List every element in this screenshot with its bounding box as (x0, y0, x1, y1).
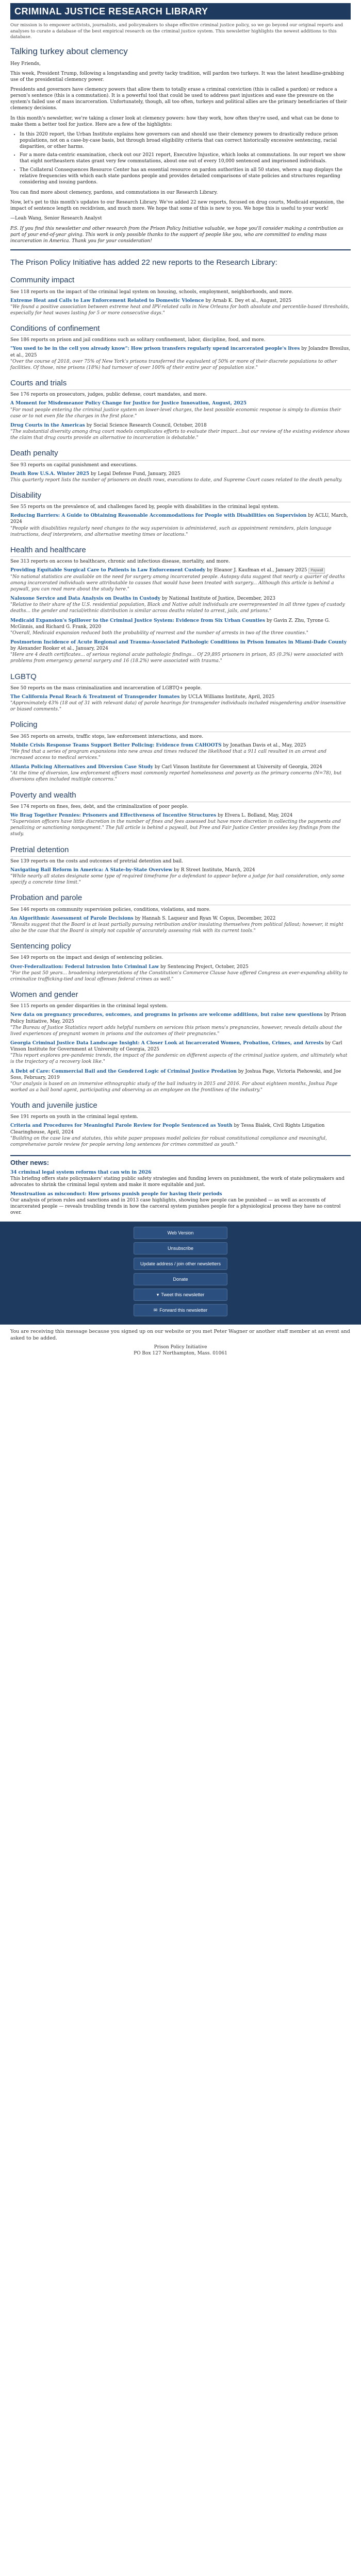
tweet-button[interactable] (134, 1289, 227, 1301)
report-item (10, 764, 351, 783)
report-excerpt: "Overall, Medicaid expansion reduced both the probability of rearrest and the number of arrests in two of the three counties." (10, 630, 308, 636)
postscript: P.S. If you find this newsletter and other research from the Prison Policy Initiative valuable, we hope you'll consider making a contribution as part of your end-of-year giving. This work is only possible thanks to the support of people like you, who are committed to ending mass incarceration in America. Thank you for your consideration! (10, 226, 343, 244)
report-source: by Joshua Page, Victoria Piehowski, and Joe Soss, February, 2019 (10, 1069, 341, 1080)
category-section (10, 990, 351, 1093)
report-item (10, 812, 351, 838)
report-title-link[interactable]: New data on pregnancy procedures, outcomes, and programs in prisons are welcome additions, but raise new questions (10, 1012, 323, 1018)
report-item (10, 742, 351, 761)
report-title-link[interactable]: Georgia Criminal Justice Data Landscape Insight: A Closer Look at Incarcerated Women, Probation, Crimes, and Arrests (10, 1040, 324, 1046)
other-news-item (10, 1170, 351, 1188)
report-title-link[interactable]: Extreme Heat and Calls to Law Enforcement Related to Domestic Violence (10, 298, 204, 303)
other-news-desc: This briefing offers state policymakers' stating public safety strategies and funding levers on punishment, the work of state policymakers and advocates to shrink the criminal legal system and make it more equitable and just. (10, 1176, 344, 1188)
report-title-link[interactable]: Mobile Crisis Response Teams Support Better Policing: Evidence from CAHOOTS (10, 742, 222, 748)
category-section (10, 545, 351, 665)
report-title-link[interactable]: Providing Equitable Surgical Care to Patients in Law Enforcement Custody (10, 568, 206, 573)
category-title: Poverty and wealth (10, 790, 351, 802)
report-title-link[interactable]: An Algorithmic Assessment of Parole Decisions (10, 916, 134, 921)
report-title-link[interactable]: Over-Federalization: Federal Intrusion Into Criminal Law (10, 964, 159, 970)
category-description: See 149 reports on the impact and design of sentencing policies. (10, 955, 163, 961)
report-title-link[interactable]: Death Row U.S.A. Winter 2025 (10, 471, 89, 477)
report-item (10, 639, 351, 665)
category-description: See 115 reports on gender disparities in the criminal legal system. (10, 1004, 168, 1009)
report-title-link[interactable]: Medicaid Expansion's Spillover to the Criminal Justice System: Evidence from Six Urban Counties (10, 618, 265, 623)
category-section (10, 941, 351, 982)
report-excerpt: "For most people entering the criminal justice system on lower-level charges, the best possible economic response is simply to dismiss their case or to not even file the charges in the first place." (10, 407, 341, 419)
category-section (10, 490, 351, 538)
report-source: by Legal Defense Fund, January, 2025 (90, 471, 180, 477)
report-title-link[interactable]: Drug Courts in the Americas (10, 422, 85, 428)
report-item (10, 471, 351, 483)
report-excerpt: "Relative to their share of the U.S. residential population, Black and Native adult individuals are overrepresented in all three types of custody deaths... the gender and racial/ethnic distribution is similar across deaths related to arrest, jails, and prisons." (10, 602, 345, 614)
divider (10, 249, 351, 250)
category-section (10, 845, 351, 886)
web-version-label: Web Version (167, 1230, 194, 1235)
report-excerpt: "Results suggest that the Board is at least partially pursuing retribution and/or insulating themselves from political fallout; however, it might also be the case that the Board is simply not capable of accurately assessing risk with its current tools." (10, 922, 343, 934)
category-title: Death penalty (10, 448, 351, 460)
closing-paragraph: You can find more about clemency, pardons, and commutations in our Research Library. (10, 190, 218, 196)
donate-label: Donate (173, 1276, 188, 1282)
envelope-icon: ✉ (153, 1308, 158, 1313)
highlight-item: • In this 2020 report, the Urban Institute explains how governors can and should use their clemency powers to drastically reduce prison populations, not on a case-by-case basis, but through broad eligibility criteria that can correct historically excessive sentencing, racial disparities, or other harms. (20, 131, 351, 150)
report-excerpt: "Over the course of 2018, over 75% of New York's prisons transferred the equivalent of 50% or more of their discrete populations to other facilities. Of those, nine prisons (18%) had turnover of over 100% of their entire year of population size." (10, 359, 337, 370)
category-section (10, 672, 351, 713)
report-source: by Arnab K. Dey et al., August, 2025 (205, 298, 292, 303)
closing-paragraphs (10, 190, 351, 212)
report-item (10, 1123, 351, 1148)
masthead: CRIMINAL JUSTICE RESEARCH LIBRARY (10, 3, 351, 20)
report-source: by Social Science Research Council, October, 2018 (86, 422, 207, 428)
web-version-button[interactable] (134, 1227, 227, 1239)
category-description: See 186 reports on prison and jail conditions such as solitary confinement, labor, discipline, food, and more. (10, 337, 266, 343)
report-title-link[interactable]: "You used to be in the cell you already know": How prison transfers regularly upend incarcerated people's lives (10, 346, 300, 352)
report-item (10, 567, 351, 592)
other-news-link[interactable]: Menstruation as misconduct: How prisons punish people for having their periods (10, 1191, 222, 1197)
report-source: by Elvera L. Bolland, May, 2024 (218, 812, 293, 818)
category-title: Probation and parole (10, 893, 351, 905)
report-source: by Jolandre Bresilus, et al., 2025 (10, 346, 351, 358)
category-description: See 176 reports on prosecutors, judges, public defense, court mandates, and more. (10, 392, 207, 398)
report-source: by Prison Policy Initiative, May, 2025 (10, 1012, 347, 1024)
report-source: by Gavin Z. Zhu, Tyrone G. McGinnis, and Richard G. Frank, 2020 (10, 618, 330, 630)
report-excerpt: "The substantial diversity among drug court models complicates efforts to evaluate their impact...but our review of the existing evidence shows the claim that drug courts provide an alternative to incarceration is debatable." (10, 429, 350, 441)
report-excerpt: "Supervision officers have little discretion in the number of fines and fees assessed but have more discretion in collecting the payments and penalizing or sanctioning nonpayment." The full article is behind a paywall, but Free and Fair Justice Center provides key findings from the study. (10, 819, 341, 837)
report-excerpt: "While nearly all states designate some type of required timeframe for a defendant to appear before a judge for bail consideration, only some specify a concrete time limit." (10, 874, 344, 886)
intro-paragraphs (10, 71, 351, 128)
report-title-link[interactable]: Postmortem Incidence of Acute Regional and Trauma-Associated Pathologic Conditions in Prison Inmates in Miami-Dade County (10, 639, 347, 645)
report-excerpt: "People with disabilities regularly need changes to the way supervision is administered, such as appointment reminders, plain language instructions, deaf interpreters, and alternative meeting times or locations." (10, 526, 332, 537)
report-source: by Sentencing Project, October, 2025 (160, 964, 249, 970)
report-item (10, 422, 351, 441)
paragraph: This week, President Trump, following a longstanding and pretty tacky tradition, will pardon two turkeys. It was the latest headline-grabbing use of the presidential clemency power. (10, 71, 344, 82)
report-categories (10, 275, 351, 1148)
footer (10, 1329, 351, 1357)
report-item (10, 1040, 351, 1065)
category-title: Policing (10, 720, 351, 732)
report-excerpt: "Building on the case law and statutes, this white paper proposes model policies for robust constitutional compliance and meaningful, comprehensive parole review for people serving long sentences for crimes committed as youth." (10, 1136, 327, 1147)
report-excerpt: "We found a positive association between extreme heat and IPV-related calls in New Orleans for both absolute and percentile-based thresholds, especially for heat waves lasting for 5 or more consecutive days." (10, 304, 350, 316)
category-title: Disability (10, 490, 351, 502)
paywall-badge: Paywall (308, 568, 325, 573)
report-title-link[interactable]: A Debt of Care: Commercial Bail and the Gendered Logic of Criminal Justice Predation (10, 1069, 237, 1074)
category-title: Pretrial detention (10, 845, 351, 857)
report-excerpt: This quarterly report lists the number of prisoners on death rows, executions to date, and Supreme Court cases related to the death penalty. (10, 477, 342, 483)
report-title-link[interactable]: A Moment for Misdemeanor Policy Change for Justice for Justice Innovation, August, 2025 (10, 401, 247, 406)
report-title-link[interactable]: Naloxone Service and Data Analysis on Deaths in Custody (10, 596, 160, 602)
report-title-link[interactable]: We Brag Together Pennies: Prisoners and Effectiveness of Incentive Structures (10, 812, 217, 818)
category-description: See 118 reports on the impact of the criminal legal system on housing, schools, employment, neighborhoods, and more. (10, 289, 293, 295)
category-section (10, 1100, 351, 1148)
category-description: See 174 reports on fines, fees, debt, and the criminalization of poor people. (10, 804, 189, 809)
donate-button[interactable] (134, 1273, 227, 1285)
other-news-list (10, 1170, 351, 1216)
report-item (10, 298, 351, 316)
report-excerpt: "Our analysis is based on an immersive ethnographic study of the bail industry in 2015 and 2016. For about eighteen months, Joshua Page worked as a bail bond agent, participating and observing as an employee on the frontlines of the industry." (10, 1081, 338, 1093)
report-source: by Eleanor J. Kaufman et al., January 2025 (207, 568, 307, 573)
category-description: See 139 reports on the costs and outcomes of pretrial detention and bail. (10, 858, 184, 864)
other-news-title: Other news: (10, 1159, 50, 1167)
category-title: Sentencing policy (10, 941, 351, 953)
report-excerpt: "Here are 4 death certificates... of serious regional acute pathologic findings... Of 29,895 prisoners in prison, 85 (0.3%) were associated with problems from emergency general surgery and 16 (18.2%) were associated with trauma." (10, 652, 343, 664)
update-address-button[interactable] (134, 1258, 227, 1270)
category-section (10, 324, 351, 371)
report-item (10, 867, 351, 886)
forward-label: Forward this newsletter (159, 1308, 208, 1313)
report-source: by Tessa Bialek, Civil Rights Litigation Clearinghouse, April, 2024 (10, 1123, 325, 1135)
report-source: by ACLU, March, 2024 (10, 513, 348, 525)
other-news-item (10, 1191, 351, 1216)
footer-note: You are receiving this message because you signed up on our website or you met Peter Wagner or another staff member at an event and asked to be added. (10, 1329, 350, 1342)
category-title: Health and healthcare (10, 545, 351, 557)
report-title-link[interactable]: Reducing Barriers: A Guide to Obtaining Reasonable Accommodations for People with Disabilities on Supervision (10, 513, 307, 519)
other-news (10, 1155, 351, 1216)
report-excerpt: "We find that a series of program expansions into new areas and times reduced the likelihood that a 911 call resulted in an arrest and increased access to medical services." (10, 749, 327, 761)
other-news-link[interactable]: 34 criminal legal system reforms that can win in 2026 (10, 1170, 152, 1175)
report-source: by Jonathan Davis et al., May, 2025 (223, 742, 306, 748)
category-description: See 146 reports on community supervision policies, conditions, violations, and more. (10, 907, 211, 912)
other-news-desc: Our analysis of prison rules and sanctions and in 2013 case highlights, showing how people can be punished — as well as accounts of incarcerated people — reveals troubling trends in how the carceral system punishes people for a physiological process they have no control over. (10, 1198, 341, 1216)
report-title-link[interactable]: Atlanta Policing Alternatives and Diversion Case Study (10, 765, 153, 770)
unsubscribe-label: Unsubscribe (167, 1245, 194, 1251)
highlight-list (10, 131, 351, 185)
footer-postal: PO Box 127 Northampton, Mass. 01061 (134, 1351, 227, 1357)
report-item (10, 618, 351, 636)
category-title: Youth and juvenile justice (10, 1100, 351, 1112)
report-title-link[interactable]: Criteria and Procedures for Meaningful Parole Review for People Sentenced as Youth (10, 1123, 233, 1129)
paragraph: In this month's newsletter, we're taking a closer look at clemency powers: how they work, how often they're used, and what can be done to make them a better tool for justice. Here are a few of the highlights: (10, 115, 339, 127)
report-excerpt: "The Bureau of Justice Statistics report adds helpful numbers on services this prison menu's pregnancies, however, reveals details about the lived experiences of pregnant women in prisons and the outcomes of their pregnancies." (10, 1025, 342, 1037)
category-section (10, 378, 351, 441)
report-item (10, 513, 351, 538)
category-title: LGBTQ (10, 672, 351, 684)
category-section (10, 448, 351, 483)
footer-org: Prison Policy Initiative (154, 1345, 207, 1350)
category-section (10, 790, 351, 838)
category-description: See 365 reports on arrests, traffic stops, law enforcement interactions, and more. (10, 734, 204, 739)
reports-heading: The Prison Policy Initiative has added 22 new reports to the Research Library: (10, 258, 277, 267)
category-title: Conditions of confinement (10, 324, 351, 335)
report-source: by Carl Vinson Institute for Government at University of Georgia, 2025 (10, 1040, 342, 1053)
bird-icon: ▾ (156, 1292, 159, 1298)
report-title-link[interactable]: The California Penal Reach & Treatment of Transgender Inmates (10, 694, 180, 700)
newsletter (10, 3, 351, 1216)
report-source: by Alexander Rooker et al., January, 2024 (10, 646, 108, 652)
intro: Our mission is to empower activists, journalists, and policymakers to shape effective criminal justice policy, so we go beyond our original reports and analyses to curate a database of the best empirical research on the criminal justice system. This newsletter highlights the newest additions to this database. (10, 23, 343, 40)
category-description: See 55 reports on the prevalence of, and challenges faced by, people with disabilities in the criminal legal system. (10, 504, 280, 510)
category-title: Courts and trials (10, 378, 351, 390)
category-description: See 191 reports on youth in the criminal legal system. (10, 1114, 138, 1120)
report-item (10, 346, 351, 371)
highlight-item: • The Collateral Consequences Resource Center has an essential resource on pardon authorities in all 50 states, where a map displays the relative frequencies with which each state pardons people and provides detailed comparisons of state policies and structures regarding considering and issuing pardons. (20, 167, 351, 185)
report-excerpt: "No national statistics are available on the need for surgery among incarcerated people. Autopsy data suggest that nearly a quarter of deaths among incarcerated individuals were attributable to causes that would have been treated with surgery... Although this article is behind a paywall, you can read more about the study here." (10, 574, 345, 592)
report-source: by National Institute of Justice, December, 2023 (161, 596, 275, 602)
category-section (10, 893, 351, 934)
footer-actions (0, 1222, 361, 1325)
category-section (10, 720, 351, 783)
signature: —Leah Wang, Senior Research Analyst (10, 216, 102, 222)
category-description: See 50 reports on the mass criminalization and incarceration of LGBTQ+ people. (10, 685, 202, 691)
report-item (10, 1012, 351, 1037)
forward-button[interactable] (134, 1304, 227, 1316)
update-address-label: Update address / join other newsletters (140, 1261, 221, 1266)
report-source: by UCLA Williams Institute, April, 2025 (181, 694, 275, 700)
headline: Talking turkey about clemency (10, 46, 128, 56)
report-excerpt: "For the past 50 years... broadening interpretations of the Constitution's Commerce Clause have offered Congress an ever-expanding ability to criminalize trafficking-tied and local offenses federal crimes as well." (10, 970, 348, 982)
category-description: See 93 reports on capital punishment and executions. (10, 462, 138, 468)
paragraph: Presidents and governors have clemency powers that allow them to totally erase a criminal conviction (this is called a pardon) or reduce a person's sentence (this is a commutation). It is a powerful tool that could be used to address past injustices and ease the pressure on the system's failed use of mass incarceration. Unfortunately, though, all too often, turkeys and political allies are the primary beneficiaries of their clemency decisions. (10, 87, 347, 111)
report-source: by R Street Institute, March, 2024 (174, 867, 255, 873)
report-item (10, 1069, 351, 1094)
report-excerpt: "This report explores pre-pandemic trends, the impact of the pandemic on different aspects of the criminal justice system, and ultimately what is the trajectory of a recovery look like." (10, 1053, 348, 1065)
report-source: by Hannah S. Laqueur and Ryan W. Copus, December, 2022 (135, 916, 276, 921)
report-item (10, 596, 351, 614)
tweet-label: Tweet this newsletter (161, 1292, 205, 1298)
category-title: Community impact (10, 275, 351, 287)
highlight-item: • For a more data-centric examination, check out our 2021 report, Executive Injustice, which looks at commutations. In our report we show that eight northeastern states grant very few commutations, about one out of every 10,000 sentenced and imprisoned individuals. (20, 152, 351, 164)
greeting: Hey Friends, (10, 61, 41, 66)
report-excerpt: "At the time of diversion, law enforcement officers most commonly reported homelessness and poverty as the primary concerns (N=78), but diversions often included multiple concerns." (10, 771, 342, 783)
report-item (10, 916, 351, 934)
report-excerpt: "Approximately 43% (18 out of 31 with relevant data) of parole hearings for transgender individuals included misgendering and/or insensitive or biased comments." (10, 701, 346, 713)
category-title: Women and gender (10, 990, 351, 1002)
unsubscribe-button[interactable] (134, 1242, 227, 1255)
closing-paragraph: Now, let's get to this month's updates to our Research Library. We've added 22 new reports, focused on drug courts, Medicaid expansion, the impact of sentence length on recidivism, and much more. We hope that some of this is new to you. We hope this is useful to your work! (10, 200, 344, 212)
category-description: See 313 reports on access to healthcare, chronic and infectious disease, mortality, and more. (10, 559, 230, 565)
report-item (10, 694, 351, 713)
report-source: by Carl Vinson Institute for Government at University of Georgia, 2024 (154, 765, 322, 770)
report-title-link[interactable]: Navigating Bail Reform in America: A State-by-State Overview (10, 867, 173, 873)
report-item (10, 964, 351, 982)
report-item (10, 400, 351, 419)
footer-address (10, 1344, 351, 1357)
category-section (10, 275, 351, 316)
